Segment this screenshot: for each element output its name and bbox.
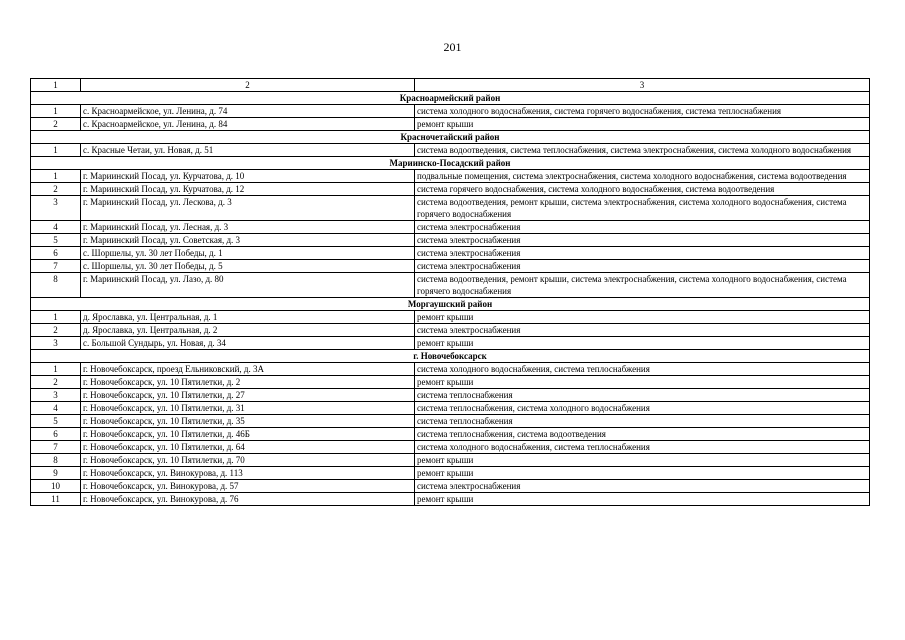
row-works: система холодного водоснабжения, система горячего водоснабжения, система теплоснабжения	[415, 105, 870, 118]
row-number: 4	[31, 402, 81, 415]
row-number: 2	[31, 118, 81, 131]
row-address: с. Красные Четаи, ул. Новая, д. 51	[81, 144, 415, 157]
row-address: г. Новочебоксарск, ул. 10 Пятилетки, д. 70	[81, 454, 415, 467]
row-number: 2	[31, 324, 81, 337]
table-row	[31, 170, 870, 183]
row-works: система электроснабжения	[415, 260, 870, 273]
row-works: система водоотведения, ремонт крыши, система электроснабжения, система холодного водоснабжения, система горячего водоснабжения	[415, 196, 870, 221]
table-row	[31, 441, 870, 454]
row-number: 1	[31, 311, 81, 324]
table-row	[31, 144, 870, 157]
section-header-row	[31, 298, 870, 311]
table-row	[31, 324, 870, 337]
section-header-row	[31, 92, 870, 105]
row-address: г. Новочебоксарск, проезд Ельниковский, д. 3А	[81, 363, 415, 376]
row-address: г. Новочебоксарск, ул. 10 Пятилетки, д. 27	[81, 389, 415, 402]
row-works: ремонт крыши	[415, 337, 870, 350]
table-row	[31, 221, 870, 234]
row-works: система горячего водоснабжения, система холодного водоснабжения, система водоотведения	[415, 183, 870, 196]
table-row	[31, 415, 870, 428]
row-works: система электроснабжения	[415, 221, 870, 234]
section-title: Мариинско-Посадский район	[31, 157, 870, 170]
section-header-row	[31, 131, 870, 144]
header-col-address: 2	[81, 79, 415, 92]
row-number: 9	[31, 467, 81, 480]
row-address: г. Новочебоксарск, ул. 10 Пятилетки, д. 2	[81, 376, 415, 389]
header-col-number: 1	[31, 79, 81, 92]
header-row	[31, 79, 870, 92]
row-number: 1	[31, 144, 81, 157]
row-works: ремонт крыши	[415, 454, 870, 467]
row-works: ремонт крыши	[415, 467, 870, 480]
table-row	[31, 311, 870, 324]
table-row	[31, 493, 870, 506]
row-address: г. Мариинский Посад, ул. Курчатова, д. 12	[81, 183, 415, 196]
row-number: 8	[31, 273, 81, 298]
table-row	[31, 467, 870, 480]
row-works: подвальные помещения, система электроснабжения, система холодного водоснабжения, система водоотведения	[415, 170, 870, 183]
row-works: система холодного водоснабжения, система теплоснабжения	[415, 363, 870, 376]
row-number: 5	[31, 234, 81, 247]
table-row	[31, 454, 870, 467]
table-row	[31, 363, 870, 376]
row-number: 3	[31, 196, 81, 221]
row-address: с. Шоршелы, ул. 30 лет Победы, д. 1	[81, 247, 415, 260]
repair-works-table	[30, 78, 870, 506]
table-row	[31, 118, 870, 131]
row-number: 6	[31, 247, 81, 260]
section-title: г. Новочебоксарск	[31, 350, 870, 363]
row-number: 1	[31, 363, 81, 376]
row-works: система холодного водоснабжения, система теплоснабжения	[415, 441, 870, 454]
row-works: ремонт крыши	[415, 311, 870, 324]
row-number: 2	[31, 183, 81, 196]
row-works: ремонт крыши	[415, 376, 870, 389]
section-title: Красночетайский район	[31, 131, 870, 144]
header-col-works: 3	[415, 79, 870, 92]
row-address: д. Ярославка, ул. Центральная, д. 2	[81, 324, 415, 337]
table-row	[31, 234, 870, 247]
table-row	[31, 376, 870, 389]
section-title: Моргаушский район	[31, 298, 870, 311]
table-row	[31, 337, 870, 350]
table-row	[31, 260, 870, 273]
row-works: система электроснабжения	[415, 480, 870, 493]
table-row	[31, 428, 870, 441]
row-number: 7	[31, 260, 81, 273]
row-works: система водоотведения, ремонт крыши, система электроснабжения, система холодного водоснабжения, система горячего водоснабжения	[415, 273, 870, 298]
row-works: система теплоснабжения, система холодного водоснабжения	[415, 402, 870, 415]
table-row	[31, 105, 870, 118]
row-address: г. Новочебоксарск, ул. 10 Пятилетки, д. 31	[81, 402, 415, 415]
row-works: система теплоснабжения, система водоотведения	[415, 428, 870, 441]
row-number: 8	[31, 454, 81, 467]
table-row	[31, 273, 870, 298]
table-row	[31, 480, 870, 493]
row-address: г. Новочебоксарск, ул. 10 Пятилетки, д. 46Б	[81, 428, 415, 441]
row-address: г. Новочебоксарск, ул. Винокурова, д. 57	[81, 480, 415, 493]
page-number: 201	[443, 40, 462, 54]
table-row	[31, 196, 870, 221]
row-number: 7	[31, 441, 81, 454]
row-address: г. Мариинский Посад, ул. Советская, д. 3	[81, 234, 415, 247]
row-address: г. Мариинский Посад, ул. Курчатова, д. 10	[81, 170, 415, 183]
row-number: 3	[31, 337, 81, 350]
row-works: система водоотведения, система теплоснабжения, система электроснабжения, система холодного водоснабжения	[415, 144, 870, 157]
row-works: система электроснабжения	[415, 247, 870, 260]
row-address: с. Красноармейское, ул. Ленина, д. 74	[81, 105, 415, 118]
row-works: система электроснабжения	[415, 234, 870, 247]
row-address: г. Новочебоксарск, ул. Винокурова, д. 76	[81, 493, 415, 506]
row-works: система теплоснабжения	[415, 389, 870, 402]
row-address: г. Мариинский Посад, ул. Лазо, д. 80	[81, 273, 415, 298]
table-row	[31, 389, 870, 402]
row-number: 1	[31, 105, 81, 118]
row-address: с. Красноармейское, ул. Ленина, д. 84	[81, 118, 415, 131]
row-address: г. Мариинский Посад, ул. Лескова, д. 3	[81, 196, 415, 221]
row-address: г. Новочебоксарск, ул. Винокурова, д. 113	[81, 467, 415, 480]
row-number: 10	[31, 480, 81, 493]
row-number: 4	[31, 221, 81, 234]
row-address: д. Ярославка, ул. Центральная, д. 1	[81, 311, 415, 324]
row-number: 1	[31, 170, 81, 183]
row-number: 3	[31, 389, 81, 402]
row-works: система электроснабжения	[415, 324, 870, 337]
table-row	[31, 402, 870, 415]
table-row	[31, 183, 870, 196]
row-address: г. Новочебоксарск, ул. 10 Пятилетки, д. 64	[81, 441, 415, 454]
row-works: ремонт крыши	[415, 118, 870, 131]
row-address: г. Мариинский Посад, ул. Лесная, д. 3	[81, 221, 415, 234]
row-number: 5	[31, 415, 81, 428]
row-address: с. Большой Сундырь, ул. Новая, д. 34	[81, 337, 415, 350]
row-address: с. Шоршелы, ул. 30 лет Победы, д. 5	[81, 260, 415, 273]
row-works: ремонт крыши	[415, 493, 870, 506]
table-row	[31, 247, 870, 260]
row-number: 2	[31, 376, 81, 389]
section-title: Красноармейский район	[31, 92, 870, 105]
section-header-row	[31, 350, 870, 363]
row-number: 11	[31, 493, 81, 506]
section-header-row	[31, 157, 870, 170]
row-number: 6	[31, 428, 81, 441]
row-works: система теплоснабжения	[415, 415, 870, 428]
row-address: г. Новочебоксарск, ул. 10 Пятилетки, д. 35	[81, 415, 415, 428]
